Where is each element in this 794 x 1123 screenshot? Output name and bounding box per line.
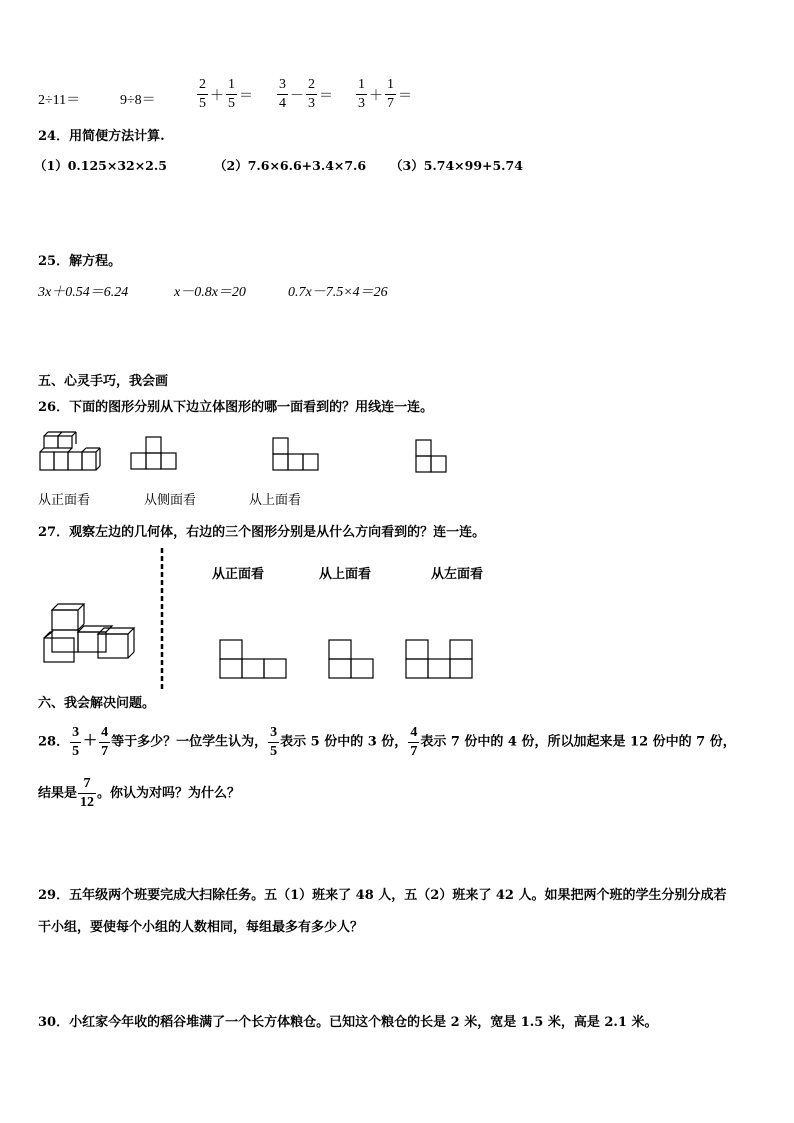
q26-label-side: 从侧面看: [144, 493, 197, 508]
q27-view-shape-a: [220, 640, 290, 680]
q27-label-front: 从正面看: [212, 567, 265, 582]
section-5-title: 五、心灵手巧，我会画: [38, 374, 169, 389]
calc-fraction-sum-2: $\frac{1}{3}$ ＋ $\frac{1}{7}$ ＝: [358, 77, 412, 111]
q26-view-shape-a: [131, 437, 177, 471]
q26-solid-figure: [40, 432, 102, 472]
question-24-part-3: （3）5.74×99+5.74: [390, 158, 523, 173]
q27-view-shape-b: [329, 640, 377, 680]
q27-label-left: 从左面看: [431, 567, 484, 582]
question-25-title: 25．解方程。: [38, 254, 122, 269]
equation-2: x－0.8x＝20: [174, 285, 246, 300]
question-28-line-2: 结果是 $\frac{7}{12}$ 。你认为对吗？为什么？: [38, 776, 241, 810]
q26-label-front: 从正面看: [38, 493, 91, 508]
calc-fraction-sum-1: $\frac{2}{5}$ ＋ $\frac{1}{5}$ ＝: [199, 77, 253, 111]
calc-9-div-8: 9÷8＝: [120, 93, 156, 108]
calc-fraction-diff: $\frac{3}{4}$ － $\frac{2}{3}$ ＝: [279, 77, 333, 111]
question-29-line-1: 29．五年级两个班要完成大扫除任务。五（1）班来了 48 人，五（2）班来了 42 人。如果把两个班的学生分别分成若: [38, 888, 727, 903]
equation-1: 3x＋0.54＝6.24: [38, 285, 129, 300]
q27-dashed-divider: [160, 548, 164, 690]
equation-3: 0.7x－7.5×4＝26: [288, 285, 388, 300]
calc-2-div-11: 2÷11＝: [38, 93, 81, 108]
q26-view-shape-b: [273, 438, 319, 472]
question-29-line-2: 干小组，要使每个小组的人数相同，每组最多有多少人？: [38, 920, 364, 935]
question-30-line-1: 30．小红家今年收的稻谷堆满了一个长方体粮仓。已知这个粮仓的长是 2 米，宽是 1.5 米，高是 2.1 米。: [38, 1015, 658, 1030]
question-24-part-1: （1）0.125×32×2.5: [34, 158, 167, 173]
question-26-title: 26．下面的图形分别从下边立体图形的哪一面看到的？用线连一连。: [38, 400, 434, 415]
question-27-title: 27．观察左边的几何体，右边的三个图形分别是从什么方向看到的？连一连。: [38, 525, 486, 540]
question-28-line-1: 28． $\frac{3}{5}$ ＋ $\frac{4}{7}$ 等于多少？一位学生认为， $\frac{3}{5}$ 表示 5 份中的 3 份， $\frac{4}{7}$ 表示 7 份中的 4 份，所以加起来是 12 份中的 7 份，: [38, 724, 736, 759]
question-24-part-2: （2）7.6×6.6+3.4×7.6: [214, 158, 367, 173]
q26-view-shape-c: [416, 440, 448, 474]
q27-solid-figure: [42, 604, 142, 664]
q27-view-shape-c: [406, 640, 476, 680]
question-24-title: 24．用简便方法计算.: [38, 129, 165, 144]
q26-label-top: 从上面看: [249, 493, 302, 508]
q27-label-top: 从上面看: [319, 567, 372, 582]
section-6-title: 六、我会解决问题。: [38, 696, 156, 711]
